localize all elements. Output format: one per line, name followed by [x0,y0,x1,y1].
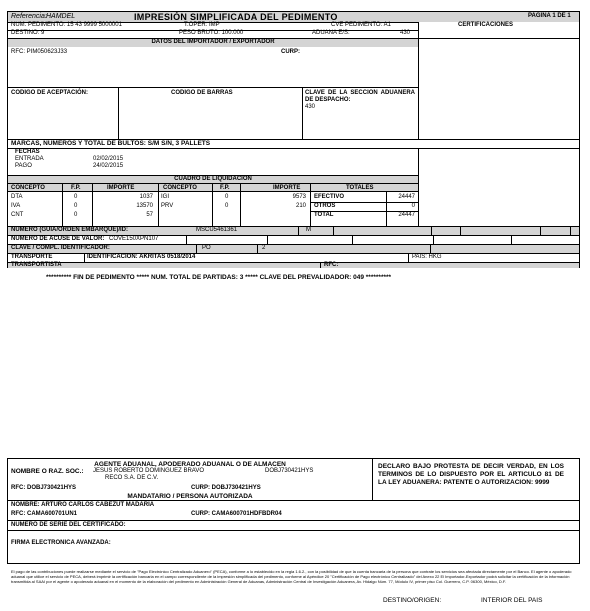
peso-bruto: PESO BRUTO: 100.000 [179,30,244,36]
row-divider [8,520,579,521]
certificaciones-divider [418,38,419,139]
transporte-pais: PAIS: HKG [412,254,442,260]
col-divider [84,253,85,262]
fecha-entrada-value: 02/02/2015 [93,156,124,162]
col-divider [302,87,303,139]
agente-nombre-line2: RECO S.A. DE C.V. [105,475,159,481]
col-divider [320,262,321,268]
marcas-bultos: MARCAS, NUMEROS Y TOTAL DE BULTOS: S/M S/N, 3 PALLETS [11,140,211,147]
transportista-label: TRANSPORTISTA [11,262,62,268]
col-divider [352,235,353,244]
declaro-divider [372,458,373,500]
liq-importe: 57 [146,212,153,218]
importador-rfc: RFC: PIM050623J33 [11,49,68,55]
col-importe: IMPORTE [107,185,135,191]
liq-concepto: IVA [11,203,21,209]
row-divider [8,530,579,531]
codigo-aceptacion-label: CODIGO DE ACEPTACIÓN: [11,90,89,96]
col-divider [212,184,213,226]
page-count: PAGINA 1 DE 1 [528,13,571,19]
mandatario-rfc: RFC: CAMA600701UN1 [11,511,78,517]
certificaciones-divider [418,148,419,226]
liq-importe-2: 210 [295,203,306,209]
col-divider [408,253,409,262]
total-efectivo-value: 24447 [398,194,415,200]
fecha-pago-value: 24/02/2015 [93,163,124,169]
mandatario-title: MANDATARIO / PERSONA AUTORIZADA [127,493,253,500]
transportista-rfc: RFC: [324,262,339,268]
liq-concepto-2: IGI [161,194,170,200]
clave-compl-label: CLAVE / COMPL. IDENTIFICADOR: [11,245,110,251]
destino: DESTINO: 9 [11,30,45,36]
col-divider [62,184,63,226]
col-divider [310,184,311,226]
importador-curp: CURP: [281,49,300,55]
liq-concepto-2: PRV [161,203,174,209]
row-divider [8,87,418,88]
row-divider [8,148,579,149]
col-divider [186,235,187,244]
fecha-entrada-label: ENTRADA [15,156,44,162]
col-divider [511,235,512,244]
certificaciones-label: CERTIFICACIONES [458,22,514,28]
cve-pedimento: CVE PEDIMENTO: A1 [331,22,391,28]
col-divider [196,244,197,253]
col-concepto-2: CONCEPTO [163,185,197,191]
liq-fp: 0 [74,203,78,209]
clave-compl-po: PO [202,245,211,251]
serie-certificado: NUMERO DE SERIE DEL CERTIFICADO: [11,522,126,528]
col-divider [540,226,541,235]
clave-compl-num: 2 [262,245,266,251]
total-label: TOTAL [314,212,334,218]
certificaciones-divider [418,22,419,38]
liq-importe: 1037 [139,194,153,200]
agente-nombre-code: DOBJ730421HYS [265,468,314,474]
mandatario-nombre: NOMBRE: ARTURO CARLOS CABEZUT MADARIA [11,502,155,508]
col-fp-2: F.P. [220,185,230,191]
agente-nombre-value: JESUS ROBERTO DOMINGUEZ BRAVO [93,468,205,474]
legal-text: El pago de las contribuciones puede realizarse mediante el servicio de "Pago Electrónico Centralizado Aduanero" (PECA), conforme a lo establecido en la regla 1.6.2., con la posibilidad de que la cuenta bancaria de la persona que contrate los servicios sea afectada directamente por el Banco. El agente o apoderado aduanal que utilice el servicio de PECA, deberá imprimir la certificación bancaria en el campo correspondiente de la impresión simplificada del pedimento, conforme al Apéndice 20 "Certificación de Pago electrónico Centralizado" del Anexo 22 El Importador-Exportador podrá solicitar la certificación de la información transmitida al SAAI por el agente o apoderado aduanal en el momento de la elaboración del pedimento en Administración General de Aduanas, Administración Central de Investigación Aduanera, Av. Hidalgo Núm. 77, Módulo IV, primer piso Col. Guerrero, C.P. 06300, México, D.F. [11,569,572,584]
total-efectivo-label: EFECTIVO [314,194,345,200]
row-divider [8,500,579,501]
col-divider [158,184,159,226]
liquidacion-title: CUADRO DE LIQUIDACION [174,176,252,182]
tipo-operacion: T.OPER: IMP [184,22,220,28]
aduana-value: 430 [400,30,411,36]
declaro-text: DECLARO BAJO PROTESTA DE DECIR VERDAD, EN LOS TERMINOS DE LO DISPUESTO POR EL ARTICULO 81 DE LA LEY ADUANERA: PATENTE O AUTORIZACION: 9999 [378,463,564,486]
col-concepto: CONCEPTO [11,185,45,191]
num-pedimento: NUM. PEDIMENTO: 15 43 9999 5000001 [11,22,122,28]
fin-de-pedimento: ********** FIN DE PEDIMENTO ***** NUM. TOTAL DE PARTIDAS: 3 ***** CLAVE DEL PREVALIDADOR: 049 ********** [46,274,392,281]
col-divider [570,226,571,235]
clave-seccion-label: CLAVE DE LA SECCION ADUANERA DE DESPACHO: [305,90,415,103]
clave-seccion-value: 430 [305,104,316,110]
destino-origen-label: DESTINO/ORIGEN: [383,597,442,604]
firma-electronica: FIRMA ELECTRONICA AVANZADA: [11,540,111,546]
codigo-barras-label: CODIGO DE BARRAS [171,90,233,96]
transporte-identificacion: IDENTIFICACION: AKRITAS 0518/2014 [87,254,196,260]
col-totales: TOTALES [346,185,374,191]
acuse-value: COVE150XPN107 [109,236,159,242]
agente-curp: CURP: DOBJ730421HYS [191,485,261,491]
referencia-label: Referencia: [11,13,47,20]
guia-m: M [306,227,311,233]
guia-label: NUMERO (GUIA/ORDEN EMBARQUE)/ID: [11,227,128,233]
col-divider [92,184,93,226]
col-divider [430,244,431,253]
guia-value: MSCU5461361 [196,227,238,233]
col-divider [240,184,241,226]
col-fp: F.P. [71,185,81,191]
acuse-label: NUMERO DE ACUSE DE VALOR: [11,236,105,242]
page-title: IMPRESIÓN SIMPLIFICADA DEL PEDIMENTO [134,12,338,22]
mandatario-curp: CURP: CAMA600701HDFBDR04 [191,511,282,517]
destino-origen-value: INTERIOR DEL PAIS [481,597,543,604]
total-otros-label: OTROS [314,203,336,209]
transporte-label: TRANSPORTE [11,254,53,260]
agente-title: AGENTE ADUANAL, APODERADO ADUANAL O DE ALMACEN [94,461,286,468]
col-divider [460,226,461,235]
total-otros-value: 0 [411,203,415,209]
referencia-value: HAMDEL [46,13,76,20]
col-divider [118,87,119,139]
liq-concepto: CNT [11,212,24,218]
liq-importe: 13570 [136,203,153,209]
col-divider [257,244,258,253]
liq-fp: 0 [74,212,78,218]
aduana-label: ADUANA E/S: [312,30,350,36]
col-divider [386,192,387,226]
agente-rfc: RFC: DOBJ730421HYS [11,485,77,491]
total-value: 24447 [398,212,415,218]
importador-section-title: DATOS DEL IMPORTADOR / EXPORTADOR [151,39,275,45]
fechas-title: FECHAS [15,149,40,155]
agente-nombre-label: NOMBRE O RAZ. SOC.: [11,468,84,475]
fecha-pago-label: PAGO [15,163,32,169]
col-divider [431,226,432,235]
col-divider [267,235,268,244]
col-divider [333,226,334,235]
col-divider [298,226,299,235]
liq-fp-2: 0 [225,194,229,200]
liq-fp: 0 [74,194,78,200]
col-divider [433,235,434,244]
col-importe-2: IMPORTE [273,185,301,191]
liq-concepto: DTA [11,194,23,200]
liq-importe-2: 9573 [292,194,306,200]
liq-fp-2: 0 [225,203,229,209]
transportista-row [8,262,579,268]
